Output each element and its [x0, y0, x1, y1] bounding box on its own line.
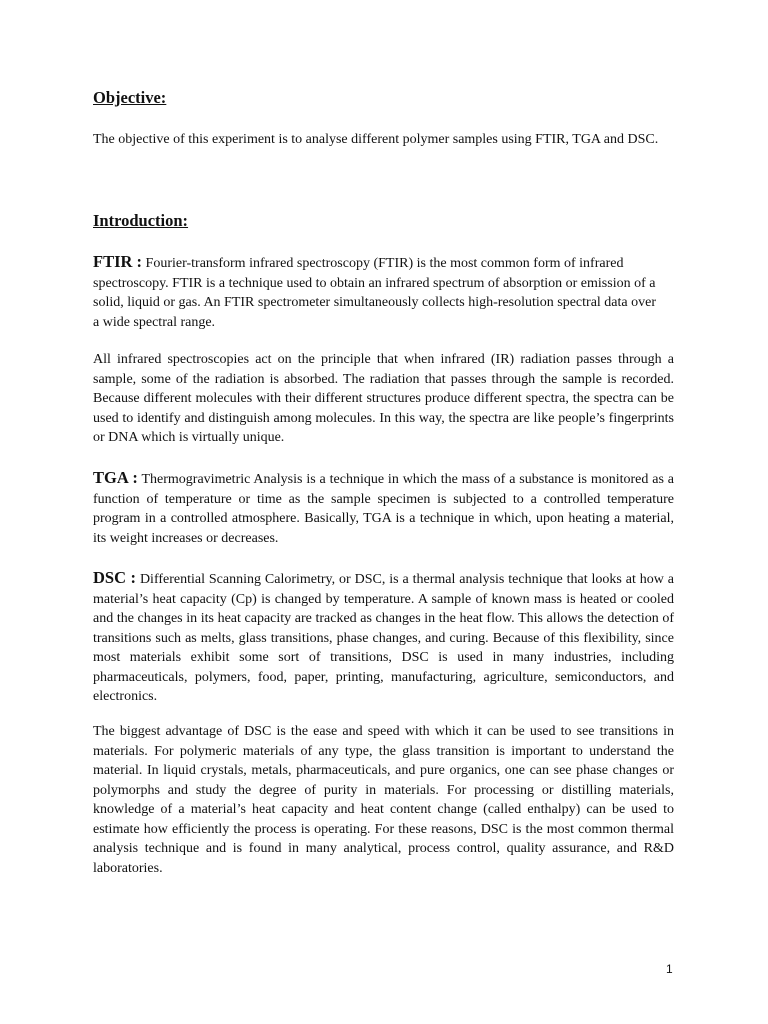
ftir-term: FTIR :	[93, 252, 143, 271]
introduction-heading: Introduction:	[93, 211, 189, 230]
dsc-paragraph	[93, 568, 674, 707]
tga-paragraph	[93, 468, 674, 548]
objective-heading: Objective:	[93, 88, 167, 107]
page-number: 1	[666, 962, 673, 976]
ftir-text: Fourier-transform infrared spectroscopy (FTIR) is the most common form of infrared spectroscopy. FTIR is a technique used to obtain an infrared spectrum of absorption or emission of a solid, liquid or gas. An FTIR spectrometer simultaneously collects high-resolution spectral data over a wide spectral range.	[93, 256, 656, 330]
dsc-advantage-paragraph: The biggest advantage of DSC is the ease and speed with which it can be used to see transitions in materials. For polymeric materials of any type, the glass transition is important to understand the material. In liquid crystals, metals, pharmaceuticals, and pure organics, one can see phase changes or polymorphs and study the degree of purity in materials. For processing or distilling materials, knowledge of a material’s heat capacity and heat content change (called enthalpy) can be used to estimate how efficiently the process is operating. For these reasons, DSC is the most common thermal analysis technique and is found in many analytical, process control, quality assurance, and R&D laboratories.	[93, 724, 674, 876]
dsc-text: Differential Scanning Calorimetry, or DSC, is a thermal analysis technique that looks at how a material’s heat capacity (Cp) is changed by temperature. A sample of known mass is heated or cooled and the changes in its heat capacity are tracked as changes in the heat flow. This allows the detection of transitions such as melts, glass transitions, phase changes, and curing. Because of this flexibility, since most materials exhibit some sort of transitions, DSC is used in many industries, including pharmaceuticals, polymers, food, paper, printing, manufacturing, agriculture, semiconductors, and electronics.	[93, 572, 674, 704]
objective-paragraph: The objective of this experiment is to analyse different polymer samples using FTIR, TGA and DSC.	[93, 132, 659, 147]
tga-text: Thermogravimetric Analysis is a technique in which the mass of a substance is monitored as a function of temperature or time as the sample specimen is subjected to a controlled temperature program in a controlled atmosphere. Basically, TGA is a technique in which, upon heating a material, its weight increases or decreases.	[93, 472, 675, 546]
ftir-paragraph	[93, 252, 663, 332]
infrared-paragraph: All infrared spectroscopies act on the principle that when infrared (IR) radiation passes through a sample, some of the radiation is absorbed. The radiation that passes through the sample is recorded. Because different molecules with their different structures produce different spectra, the spectra can be used to identify and distinguish among molecules. In this way, the spectra are like people’s fingerprints or DNA which is virtually unique.	[93, 352, 674, 445]
dsc-term: DSC :	[93, 568, 137, 587]
tga-term: TGA :	[93, 468, 138, 487]
